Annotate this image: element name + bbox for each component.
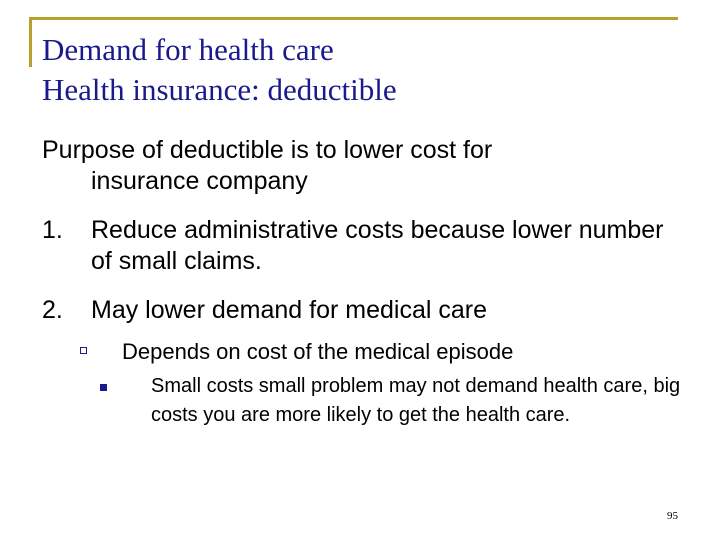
intro-paragraph [42, 135, 492, 197]
intro-line-1: Purpose of deductible is to lower cost for [42, 136, 493, 164]
slide-frame-top-line [29, 17, 678, 20]
item-text: Reduce administrative costs because lower number of small claims. [91, 216, 664, 275]
slide-frame-left-line [29, 17, 32, 67]
sub-sub-bullet-text: Small costs small problem may not demand health care, big costs you are more likely to get the health care. [151, 375, 681, 426]
solid-square-bullet-icon [100, 384, 107, 391]
item-number: 2. [42, 296, 63, 324]
page-number: 95 [667, 510, 678, 522]
item-text: May lower demand for medical care [91, 296, 487, 324]
hollow-square-bullet-icon [80, 347, 87, 354]
numbered-item-2 [42, 295, 691, 326]
intro-line-2: insurance company [91, 167, 308, 195]
numbered-item-1 [42, 215, 691, 277]
item-number: 1. [42, 216, 63, 244]
title-line-1: Demand for health care [42, 32, 334, 67]
sub-bullet-text: Depends on cost of the medical episode [122, 339, 514, 364]
slide-title [42, 30, 397, 110]
title-line-2: Health insurance: deductible [42, 72, 397, 107]
